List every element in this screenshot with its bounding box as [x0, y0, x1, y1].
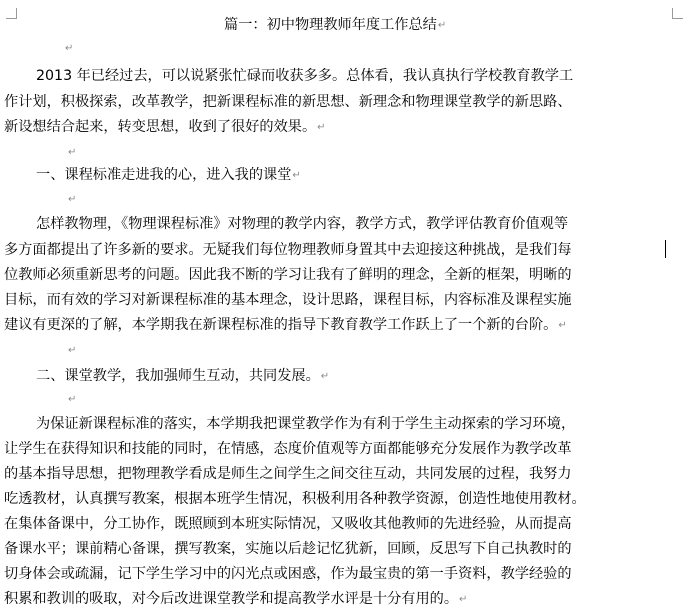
paragraph-2-line-4[interactable]	[4, 290, 572, 310]
paragraph-3-line-4[interactable]	[4, 489, 586, 509]
paragraph-text: 新设想结合起来，转变思想，收到了很好的效果。	[4, 119, 317, 135]
paragraph-mark-icon: ↵	[320, 371, 330, 382]
paragraph-text: 作计划，积极探索，改革教学，把新课程标准的新思想、新理念和物理课堂教学的新思路、	[4, 94, 572, 110]
section-heading-text: 一、课程标准走进我的心，进入我的课堂	[36, 167, 292, 183]
paragraph-text: 积累和教训的吸取，对今后改进课堂教学和提高教学水评是十分有用的。	[4, 591, 459, 607]
paragraph-2-line-1[interactable]	[36, 214, 568, 234]
paragraph-1-line-2[interactable]	[4, 92, 572, 112]
paragraph-text: 的基本指导思想，把物理教学看成是师生之间学生之间交往互动，共同发展的过程，我努力	[4, 466, 572, 482]
paragraph-2-line-2[interactable]	[4, 240, 572, 260]
empty-paragraph-mark-icon: ↵	[68, 147, 77, 158]
section-heading-2[interactable]	[36, 366, 329, 386]
document-title[interactable]	[224, 15, 446, 35]
paragraph-text: 切身体会或疏漏，记下学生学习中的闪光点或困惑，作为最宝贵的第一手资料，教学经验的	[4, 566, 572, 582]
document-title-text: 篇一：初中物理教师年度工作总结	[224, 17, 437, 33]
paragraph-mark-icon: ↵	[459, 594, 468, 605]
paragraph-text: 多方面都提出了许多新的要求。无疑我们每位物理教师身置其中去迎接这种挑战，是我们每	[4, 242, 572, 258]
section-heading-1[interactable]	[36, 165, 301, 185]
paragraph-3-line-8[interactable]	[4, 589, 467, 609]
paragraph-1-line-1[interactable]	[36, 66, 573, 86]
paragraph-text: 位教师必须重新思考的问题。因此我不断的学习让我有了鲜明的理念，全新的框架，明晰的	[4, 267, 572, 283]
empty-paragraph-mark-icon: ↵	[68, 194, 77, 205]
crop-mark-top-left	[6, 8, 17, 19]
paragraph-mark-icon: ↵	[292, 170, 301, 181]
paragraph-text: 吃透教材，认真撰写教案，根据本班学生情况，积极利用各种教学资源，创造性地使用教材。	[4, 491, 586, 507]
paragraph-3-line-7[interactable]	[4, 564, 572, 584]
paragraph-text: 建议有更深的了解，本学期我在新课程标准的指导下教育教学工作跃上了一个新的台阶。	[4, 317, 558, 333]
paragraph-mark-icon: ↵	[317, 122, 326, 133]
empty-paragraph-mark-icon: ↵	[68, 345, 77, 356]
section-heading-text: 二、课堂教学，我加强师生互动，共同发展。	[36, 368, 320, 384]
paragraph-text: 目标，而有效的学习对新课程标准的基本理念，设计思路，课程目标，内容标准及课程实施	[4, 292, 572, 308]
paragraph-2-line-5[interactable]	[4, 315, 567, 335]
paragraph-3-line-3[interactable]	[4, 464, 572, 484]
paragraph-2-line-3[interactable]	[4, 265, 572, 285]
paragraph-1-line-3[interactable]	[4, 117, 326, 137]
empty-paragraph-mark-icon: ↵	[68, 394, 77, 405]
paragraph-3-line-1[interactable]	[36, 414, 575, 434]
paragraph-3-line-5[interactable]	[4, 514, 572, 534]
paragraph-3-line-2[interactable]	[4, 439, 572, 459]
empty-paragraph-mark-icon: ↵	[65, 43, 74, 54]
text-cursor	[665, 240, 666, 258]
paragraph-text: 怎样教物理，《物理课程标准》对物理的教学内容，教学方式，教学评估教育价值观等	[36, 216, 569, 232]
paragraph-text: 在集体备课中，分工协作，既照顾到本班实际情况，又吸收其他教师的先进经验，从而提高	[4, 516, 572, 532]
crop-mark-top-right	[672, 8, 683, 19]
paragraph-mark-icon: ↵	[437, 20, 447, 31]
paragraph-text: 2013 年已经过去，可以说紧张忙碌而收获多多。总体看，我认真执行学校教育教学工	[36, 68, 574, 84]
paragraph-text: 备课水平；课前精心备课，撰写教案，实施以后趁记忆犹新，回顾，反思写下自己执教时的	[4, 541, 572, 557]
paragraph-3-line-6[interactable]	[4, 539, 572, 559]
paragraph-text: 让学生在获得知识和技能的同时，在情感，态度价值观等方面都能够充分发展作为教学改革	[4, 441, 572, 457]
paragraph-mark-icon: ↵	[558, 320, 567, 331]
paragraph-text: 为保证新课程标准的落实，本学期我把课堂教学作为有利于学生主动探索的学习环境，	[36, 416, 576, 432]
